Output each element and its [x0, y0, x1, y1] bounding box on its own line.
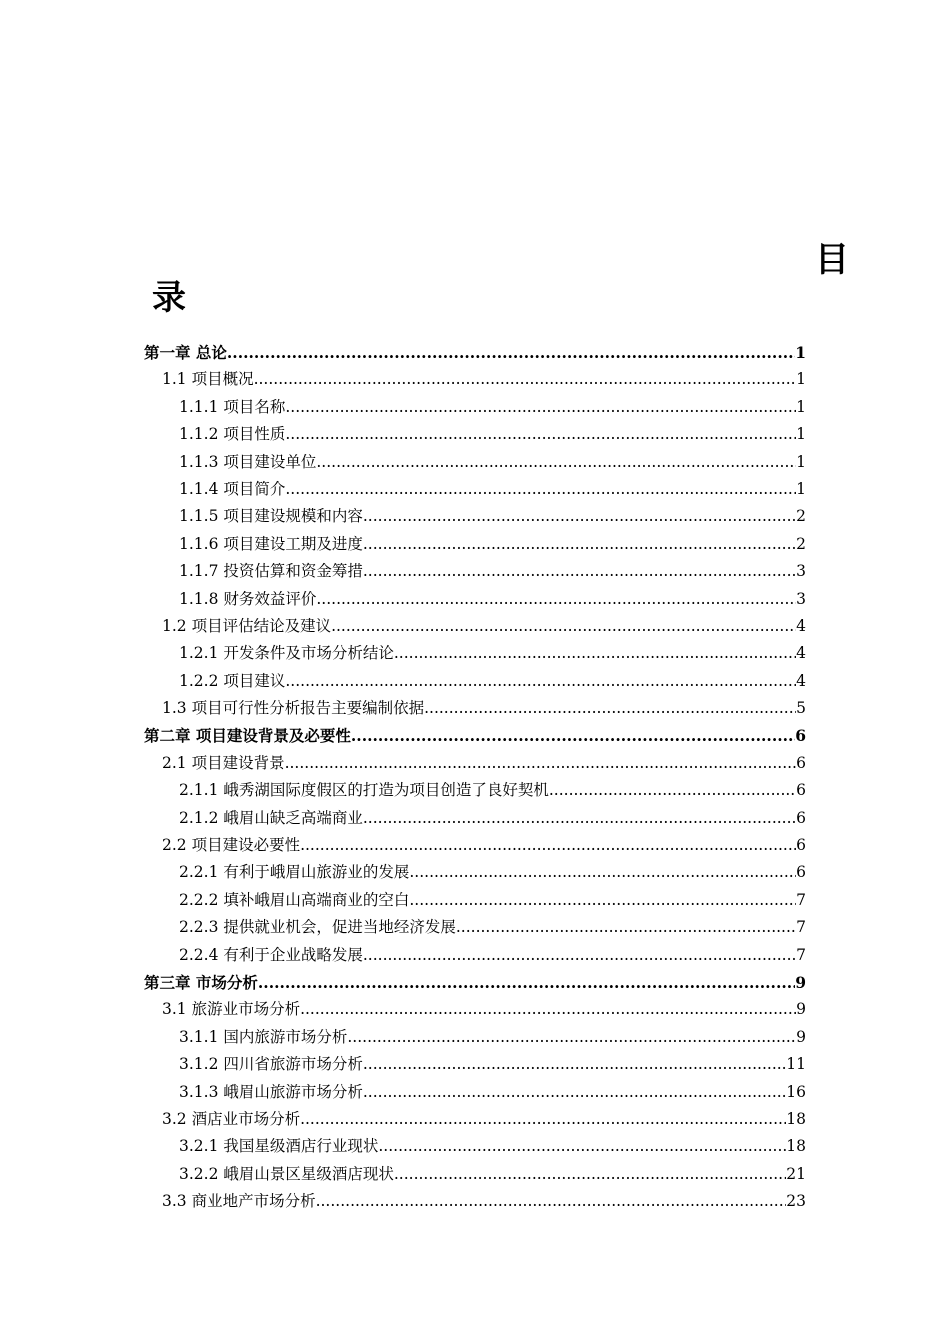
- toc-entry-title: 1.2 项目评估结论及建议: [162, 616, 332, 635]
- toc-entry-title: 1.1.5 项目建设规模和内容: [179, 507, 363, 526]
- toc-entry-title: 1.2.2 项目建议: [179, 671, 286, 690]
- toc-page-number: 3: [796, 589, 806, 608]
- toc-page-number: 9: [796, 1027, 806, 1046]
- toc-dot-leader: [363, 558, 796, 585]
- toc-dot-leader: [316, 586, 796, 613]
- toc-page-number: 1: [796, 370, 806, 389]
- toc-page-number: 11: [786, 1055, 806, 1074]
- toc-page-number: 6: [796, 753, 806, 772]
- toc-title-char-1: 目: [815, 240, 849, 280]
- toc-entry-title: 1.1.2 项目性质: [179, 425, 286, 444]
- toc-dot-leader: [378, 1133, 786, 1160]
- toc-entry-title: 1.3 项目可行性分析报告主要编制依据: [162, 699, 425, 718]
- toc-entry-title: 3.2.1 我国星级酒店行业现状: [179, 1137, 379, 1156]
- toc-page-number: 4: [796, 644, 806, 663]
- toc-entry[interactable]: [144, 914, 806, 941]
- toc-page-number: 2: [796, 507, 806, 526]
- toc-dot-leader: [285, 476, 796, 503]
- toc-page-number: 3: [796, 562, 806, 581]
- toc-dot-leader: [351, 722, 795, 749]
- toc-page-number: 18: [786, 1137, 806, 1156]
- toc-page-number: 9: [796, 1000, 806, 1019]
- toc-dot-leader: [285, 668, 796, 695]
- toc-entry[interactable]: [144, 668, 806, 695]
- toc-dot-leader: [363, 1051, 786, 1078]
- toc-entry-title: 2.2.1 有利于峨眉山旅游业的发展: [179, 863, 410, 882]
- toc-title-char-2: 录: [152, 278, 186, 318]
- toc-entry-title: 2.1 项目建设背景: [162, 753, 285, 772]
- toc-entry[interactable]: [144, 722, 806, 749]
- toc-entry[interactable]: [144, 421, 806, 448]
- toc-dot-leader: [285, 421, 796, 448]
- toc-dot-leader: [409, 887, 796, 914]
- toc-dot-leader: [363, 503, 796, 530]
- toc-entry[interactable]: [144, 1051, 806, 1078]
- toc-entry[interactable]: [144, 586, 806, 613]
- toc-page-number: 1: [796, 479, 806, 498]
- toc-entry[interactable]: [144, 449, 806, 476]
- toc-dot-leader: [285, 750, 797, 777]
- toc-page-number: 7: [796, 945, 806, 964]
- toc-page-number: 1: [795, 343, 806, 362]
- toc-entry[interactable]: [144, 1079, 806, 1106]
- toc-entry[interactable]: [144, 1188, 806, 1215]
- toc-page-number: 21: [786, 1164, 806, 1183]
- toc-entry[interactable]: [144, 366, 806, 393]
- toc-entry[interactable]: [144, 640, 806, 667]
- toc-entry-title: 2.1.1 峨秀湖国际度假区的打造为项目创造了良好契机: [179, 781, 549, 800]
- toc-entry[interactable]: [144, 832, 806, 859]
- toc-dot-leader: [254, 366, 797, 393]
- toc-dot-leader: [331, 613, 796, 640]
- toc-entry-title: 3.1 旅游业市场分析: [162, 1000, 301, 1019]
- toc-entry[interactable]: [144, 394, 806, 421]
- toc-entry-title: 1.1.6 项目建设工期及进度: [179, 534, 363, 553]
- toc-entry-title: 1.1.4 项目简介: [179, 479, 286, 498]
- toc-dot-leader: [409, 859, 796, 886]
- toc-entry[interactable]: [144, 695, 806, 722]
- toc-page-number: 9: [795, 972, 806, 992]
- toc-entry[interactable]: [144, 1161, 806, 1188]
- toc-entry[interactable]: [144, 777, 806, 804]
- toc-page-number: 6: [796, 863, 806, 882]
- toc-page-number: 6: [795, 726, 806, 746]
- toc-entry-title: 1.1 项目概况: [162, 370, 254, 389]
- toc-entry[interactable]: [144, 558, 806, 585]
- toc-entry[interactable]: [144, 750, 806, 777]
- toc-page-number: 5: [796, 699, 806, 718]
- toc-entry-title: 3.2.2 峨眉山景区星级酒店现状: [179, 1164, 394, 1183]
- toc-dot-leader: [347, 1024, 796, 1051]
- toc-page-number: 6: [796, 836, 806, 855]
- toc-entry[interactable]: [144, 887, 806, 914]
- toc-entry[interactable]: [144, 531, 806, 558]
- toc-entry[interactable]: [144, 339, 806, 366]
- toc-entry[interactable]: [144, 1106, 806, 1133]
- toc-page-number: 7: [796, 890, 806, 909]
- toc-page-number: 1: [796, 397, 806, 416]
- toc-dot-leader: [549, 777, 796, 804]
- toc-dot-leader: [300, 832, 796, 859]
- toc-page-number: 23: [786, 1192, 806, 1211]
- toc-entry-title: 1.2.1 开发条件及市场分析结论: [179, 644, 394, 663]
- toc-entry-title: 3.1.2 四川省旅游市场分析: [179, 1055, 363, 1074]
- toc-dot-leader: [300, 996, 796, 1023]
- toc-entry[interactable]: [144, 859, 806, 886]
- toc-entry[interactable]: [144, 613, 806, 640]
- toc-entry-title: 2.2.4 有利于企业战略发展: [179, 945, 363, 964]
- toc-entry-title: 1.1.3 项目建设单位: [179, 452, 317, 471]
- toc-dot-leader: [316, 449, 796, 476]
- toc-dot-leader: [363, 531, 796, 558]
- toc-entry[interactable]: [144, 476, 806, 503]
- toc-entry-title: 1.1.1 项目名称: [179, 397, 286, 416]
- toc-entry-title: 第二章 项目建设背景及必要性: [144, 727, 351, 746]
- toc-dot-leader: [363, 1079, 786, 1106]
- toc-dot-leader: [394, 1161, 786, 1188]
- toc-entry-title: 3.1.1 国内旅游市场分析: [179, 1027, 348, 1046]
- toc-page-number: 7: [796, 918, 806, 937]
- toc-entry-title: 1.1.8 财务效益评价: [179, 589, 317, 608]
- toc-entry-title: 3.3 商业地产市场分析: [162, 1192, 316, 1211]
- toc-dot-leader: [363, 942, 796, 969]
- toc-entry[interactable]: [144, 1024, 806, 1051]
- toc-dot-leader: [258, 969, 795, 996]
- toc-entry-title: 1.1.7 投资估算和资金筹措: [179, 562, 363, 581]
- toc-entry[interactable]: [144, 996, 806, 1023]
- toc-page-number: 18: [786, 1109, 806, 1128]
- toc-entry[interactable]: [144, 1133, 806, 1160]
- toc-page-number: 2: [796, 534, 806, 553]
- toc-dot-leader: [456, 914, 796, 941]
- toc-page-number: 16: [786, 1082, 806, 1101]
- toc-entry[interactable]: [144, 503, 806, 530]
- toc-entry-title: 2.2.3 提供就业机会，促进当地经济发展: [179, 918, 456, 937]
- toc-dot-leader: [424, 695, 796, 722]
- table-of-contents: [144, 339, 806, 1216]
- toc-page-number: 1: [796, 452, 806, 471]
- toc-page-number: 4: [796, 616, 806, 635]
- toc-page-number: 6: [796, 781, 806, 800]
- toc-dot-leader: [394, 640, 796, 667]
- toc-dot-leader: [227, 339, 795, 366]
- toc-entry-title: 2.1.2 峨眉山缺乏高端商业: [179, 808, 363, 827]
- toc-dot-leader: [285, 394, 796, 421]
- toc-entry[interactable]: [144, 969, 806, 996]
- toc-page-number: 6: [796, 808, 806, 827]
- toc-dot-leader: [316, 1188, 787, 1215]
- toc-entry-title: 3.1.3 峨眉山旅游市场分析: [179, 1082, 363, 1101]
- toc-entry-title: 3.2 酒店业市场分析: [162, 1109, 301, 1128]
- toc-entry-title: 第三章 市场分析: [144, 973, 258, 992]
- toc-page-number: 1: [796, 425, 806, 444]
- toc-entry[interactable]: [144, 805, 806, 832]
- toc-page-number: 4: [796, 671, 806, 690]
- toc-dot-leader: [300, 1106, 786, 1133]
- toc-dot-leader: [363, 805, 796, 832]
- toc-entry-title: 2.2.2 填补峨眉山高端商业的空白: [179, 890, 410, 909]
- toc-entry-title: 第一章 总论: [144, 344, 227, 362]
- toc-entry[interactable]: [144, 942, 806, 969]
- toc-entry-title: 2.2 项目建设必要性: [162, 836, 301, 855]
